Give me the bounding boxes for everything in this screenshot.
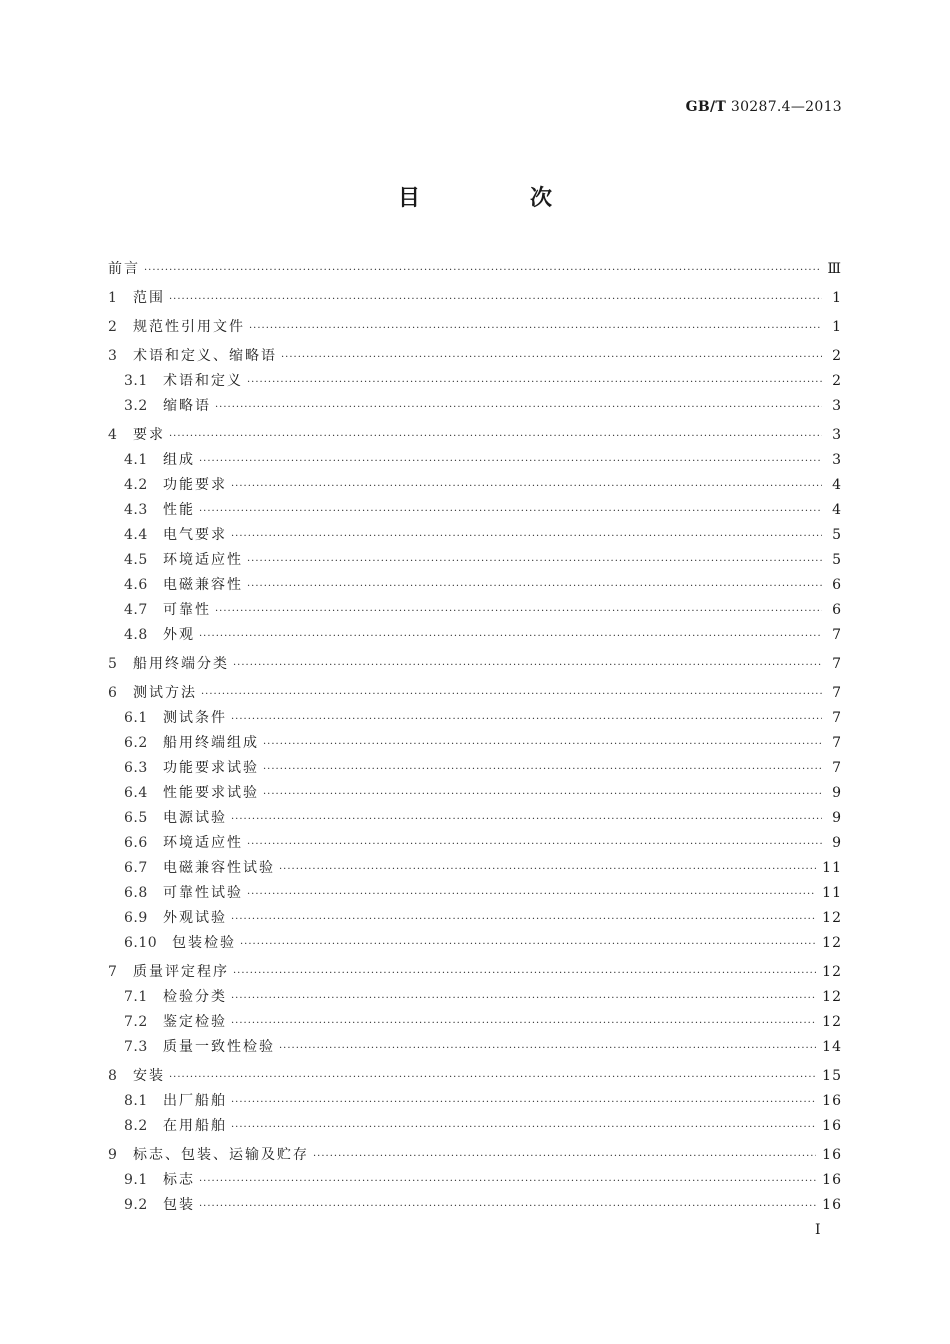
toc-entry-number: 6.5 <box>124 810 148 826</box>
toc-entry-number: 6.8 <box>124 885 148 901</box>
toc-entry[interactable] <box>108 757 842 782</box>
toc-entry-page: 1 <box>832 319 842 335</box>
toc-entry-page: 11 <box>822 885 842 901</box>
toc-entry[interactable] <box>108 907 842 932</box>
toc-entry-number: 7.3 <box>124 1039 148 1055</box>
toc-leader-dots <box>233 660 822 671</box>
toc-entry-label: 船用终端组成 <box>163 735 259 751</box>
toc-leader-dots <box>313 1151 816 1162</box>
toc-entry-page: 16 <box>822 1093 842 1109</box>
toc-entry-label: 环境适应性 <box>163 835 243 851</box>
toc-entry-number: 4 <box>108 427 118 443</box>
toc-entry-label: 可靠性试验 <box>163 885 243 901</box>
toc-entry-label: 可靠性 <box>163 602 211 618</box>
toc-entry-page: 7 <box>832 710 842 726</box>
toc-leader-dots <box>231 531 822 542</box>
toc-entry-label: 外观 <box>163 627 195 643</box>
toc-entry-label: 鉴定检验 <box>163 1014 227 1030</box>
toc-entry-label: 缩略语 <box>163 398 211 414</box>
toc-entry-label: 规范性引用文件 <box>133 319 245 335</box>
toc-entry[interactable] <box>108 1090 842 1115</box>
toc-leader-dots <box>199 456 822 467</box>
toc-entry-page: 12 <box>822 964 842 980</box>
toc-leader-dots <box>215 402 822 413</box>
toc-entry[interactable] <box>108 1036 842 1061</box>
toc-entry-page: 14 <box>822 1039 842 1055</box>
toc-entry-number: 5 <box>108 656 118 672</box>
toc-entry[interactable] <box>108 258 842 283</box>
toc-entry-number: 9 <box>108 1147 118 1163</box>
table-of-contents <box>108 258 842 1219</box>
toc-entry-page: 7 <box>832 627 842 643</box>
toc-entry-label: 质量评定程序 <box>133 964 229 980</box>
toc-entry[interactable] <box>108 395 842 420</box>
toc-leader-dots <box>231 481 822 492</box>
toc-entry-number: 6 <box>108 685 118 701</box>
toc-entry[interactable] <box>108 1194 842 1219</box>
toc-leader-dots <box>199 631 822 642</box>
toc-entry[interactable] <box>108 857 842 882</box>
toc-entry-label: 要求 <box>133 427 165 443</box>
toc-entry[interactable] <box>108 1169 842 1194</box>
toc-leader-dots <box>279 864 816 875</box>
toc-entry-page: 3 <box>832 427 842 443</box>
toc-entry-label: 电磁兼容性试验 <box>163 860 275 876</box>
standard-prefix: GB/T <box>685 99 727 115</box>
toc-entry-label: 包装检验 <box>172 935 236 951</box>
toc-entry[interactable] <box>108 782 842 807</box>
toc-entry-number: 1 <box>108 290 118 306</box>
toc-entry-label: 电气要求 <box>163 527 227 543</box>
toc-entry[interactable] <box>108 287 842 312</box>
toc-entry[interactable] <box>108 474 842 499</box>
toc-entry[interactable] <box>108 1144 842 1169</box>
page-title: 目 次 <box>397 185 596 211</box>
toc-entry-number: 8.2 <box>124 1118 148 1134</box>
toc-entry-number: 4.8 <box>124 627 148 643</box>
toc-entry[interactable] <box>108 449 842 474</box>
toc-entry-number: 6.4 <box>124 785 148 801</box>
toc-entry-page: 12 <box>822 989 842 1005</box>
toc-entry-label: 测试方法 <box>133 685 197 701</box>
toc-entry-number: 4.6 <box>124 577 148 593</box>
toc-entry-page: 12 <box>822 1014 842 1030</box>
standard-code: 30287.4—2013 <box>730 99 842 115</box>
toc-entry-page: 5 <box>832 527 842 543</box>
toc-leader-dots <box>169 431 822 442</box>
toc-entry-label: 标志、包装、运输及贮存 <box>133 1147 309 1163</box>
toc-entry-number: 7.1 <box>124 989 148 1005</box>
toc-entry[interactable] <box>108 574 842 599</box>
toc-entry-number: 6.9 <box>124 910 148 926</box>
toc-entry[interactable] <box>108 549 842 574</box>
toc-entry-page: 1 <box>832 290 842 306</box>
toc-entry[interactable] <box>108 499 842 524</box>
toc-leader-dots <box>233 968 816 979</box>
toc-leader-dots <box>247 377 822 388</box>
toc-entry[interactable] <box>108 807 842 832</box>
toc-entry-page: 15 <box>822 1068 842 1084</box>
toc-entry-label: 环境适应性 <box>163 552 243 568</box>
toc-leader-dots <box>281 352 822 363</box>
toc-leader-dots <box>247 889 816 900</box>
toc-entry-number: 4.2 <box>124 477 148 493</box>
toc-entry[interactable] <box>108 882 842 907</box>
toc-leader-dots <box>169 1072 816 1083</box>
toc-leader-dots <box>231 914 816 925</box>
toc-entry-label: 功能要求试验 <box>163 760 259 776</box>
toc-leader-dots <box>231 993 816 1004</box>
toc-leader-dots <box>279 1043 816 1054</box>
toc-entry[interactable] <box>108 707 842 732</box>
toc-entry-page: 16 <box>822 1172 842 1188</box>
toc-entry[interactable] <box>108 961 842 986</box>
toc-entry-number: 6.3 <box>124 760 148 776</box>
toc-entry-page: 2 <box>832 348 842 364</box>
toc-entry-page: 7 <box>832 735 842 751</box>
toc-entry[interactable] <box>108 986 842 1011</box>
toc-entry-number: 7.2 <box>124 1014 148 1030</box>
toc-entry[interactable] <box>108 1065 842 1090</box>
toc-entry[interactable] <box>108 832 842 857</box>
toc-leader-dots <box>201 689 822 700</box>
toc-entry[interactable] <box>108 624 842 649</box>
toc-leader-dots <box>199 506 822 517</box>
toc-entry-label: 性能要求试验 <box>163 785 259 801</box>
toc-entry-label: 船用终端分类 <box>133 656 229 672</box>
toc-entry-page: 9 <box>832 810 842 826</box>
toc-entry-page: 2 <box>832 373 842 389</box>
toc-entry-number: 8.1 <box>124 1093 148 1109</box>
toc-leader-dots <box>231 1122 816 1133</box>
toc-leader-dots <box>247 581 822 592</box>
toc-entry-page: 16 <box>822 1147 842 1163</box>
toc-entry-number: 2 <box>108 319 118 335</box>
toc-entry-label: 标志 <box>163 1172 195 1188</box>
toc-leader-dots <box>263 789 822 800</box>
toc-entry-number: 4.3 <box>124 502 148 518</box>
toc-leader-dots <box>199 1201 816 1212</box>
toc-entry-page: 16 <box>822 1118 842 1134</box>
toc-entry-page: 3 <box>832 398 842 414</box>
toc-entry-label: 出厂船舶 <box>163 1093 227 1109</box>
toc-leader-dots <box>169 294 822 305</box>
toc-entry-page: 9 <box>832 785 842 801</box>
toc-entry-page: 4 <box>832 502 842 518</box>
toc-entry-number: 8 <box>108 1068 118 1084</box>
toc-entry[interactable] <box>108 1011 842 1036</box>
toc-entry-label: 外观试验 <box>163 910 227 926</box>
toc-leader-dots <box>231 1097 816 1108</box>
toc-entry-label: 性能 <box>163 502 195 518</box>
toc-entry-page: Ⅲ <box>827 261 842 277</box>
toc-entry-page: 12 <box>822 910 842 926</box>
toc-leader-dots <box>247 556 822 567</box>
toc-leader-dots <box>231 1018 816 1029</box>
toc-entry-page: 16 <box>822 1197 842 1213</box>
standard-number <box>686 99 842 115</box>
toc-entry-number: 4.7 <box>124 602 148 618</box>
toc-leader-dots <box>247 839 822 850</box>
toc-entry-number: 4.4 <box>124 527 148 543</box>
toc-entry-number: 4.5 <box>124 552 148 568</box>
toc-entry-number: 6.7 <box>124 860 148 876</box>
toc-entry-label: 术语和定义、缩略语 <box>133 348 277 364</box>
toc-entry-number: 6.2 <box>124 735 148 751</box>
toc-entry[interactable] <box>108 316 842 341</box>
toc-entry-label: 质量一致性检验 <box>163 1039 275 1055</box>
toc-entry-label: 组成 <box>163 452 195 468</box>
toc-entry-label: 在用船舶 <box>163 1118 227 1134</box>
toc-entry-page: 6 <box>832 577 842 593</box>
toc-entry-page: 3 <box>832 452 842 468</box>
toc-entry-number: 3.1 <box>124 373 148 389</box>
toc-entry-number: 3 <box>108 348 118 364</box>
toc-entry-label: 安装 <box>133 1068 165 1084</box>
toc-entry[interactable] <box>108 370 842 395</box>
toc-entry-label: 术语和定义 <box>163 373 243 389</box>
toc-entry[interactable] <box>108 1115 842 1140</box>
toc-entry-label: 检验分类 <box>163 989 227 1005</box>
toc-entry-number: 4.1 <box>124 452 148 468</box>
toc-entry-page: 11 <box>822 860 842 876</box>
toc-entry-number: 6.10 <box>124 935 158 951</box>
toc-leader-dots <box>231 714 822 725</box>
toc-entry-page: 9 <box>832 835 842 851</box>
toc-leader-dots <box>263 739 822 750</box>
toc-leader-dots <box>144 265 821 276</box>
toc-entry-label: 电源试验 <box>163 810 227 826</box>
toc-entry-number: 6.6 <box>124 835 148 851</box>
toc-entry[interactable] <box>108 932 842 957</box>
toc-entry-page: 7 <box>832 685 842 701</box>
toc-entry-page: 5 <box>832 552 842 568</box>
toc-entry-label: 测试条件 <box>163 710 227 726</box>
toc-entry-number: 7 <box>108 964 118 980</box>
page-folio: I <box>815 1222 821 1238</box>
toc-entry[interactable] <box>108 599 842 624</box>
toc-entry-page: 7 <box>832 760 842 776</box>
toc-entry-page: 4 <box>832 477 842 493</box>
toc-leader-dots <box>215 606 822 617</box>
toc-entry-label: 电磁兼容性 <box>163 577 243 593</box>
toc-leader-dots <box>240 939 816 950</box>
toc-leader-dots <box>231 814 822 825</box>
toc-leader-dots <box>263 764 822 775</box>
toc-entry-number: 9.2 <box>124 1197 148 1213</box>
toc-entry[interactable] <box>108 732 842 757</box>
toc-entry[interactable] <box>108 682 842 707</box>
toc-entry-number: 6.1 <box>124 710 148 726</box>
toc-entry-label: 包装 <box>163 1197 195 1213</box>
toc-entry-page: 7 <box>832 656 842 672</box>
toc-entry[interactable] <box>108 345 842 370</box>
toc-entry-label: 前言 <box>108 261 140 277</box>
toc-entry-page: 6 <box>832 602 842 618</box>
toc-entry-page: 12 <box>822 935 842 951</box>
toc-entry[interactable] <box>108 653 842 678</box>
toc-entry-number: 9.1 <box>124 1172 148 1188</box>
toc-entry-number: 3.2 <box>124 398 148 414</box>
toc-leader-dots <box>249 323 822 334</box>
toc-entry[interactable] <box>108 524 842 549</box>
toc-entry[interactable] <box>108 424 842 449</box>
toc-leader-dots <box>199 1176 816 1187</box>
toc-entry-label: 功能要求 <box>163 477 227 493</box>
toc-entry-label: 范围 <box>133 290 165 306</box>
